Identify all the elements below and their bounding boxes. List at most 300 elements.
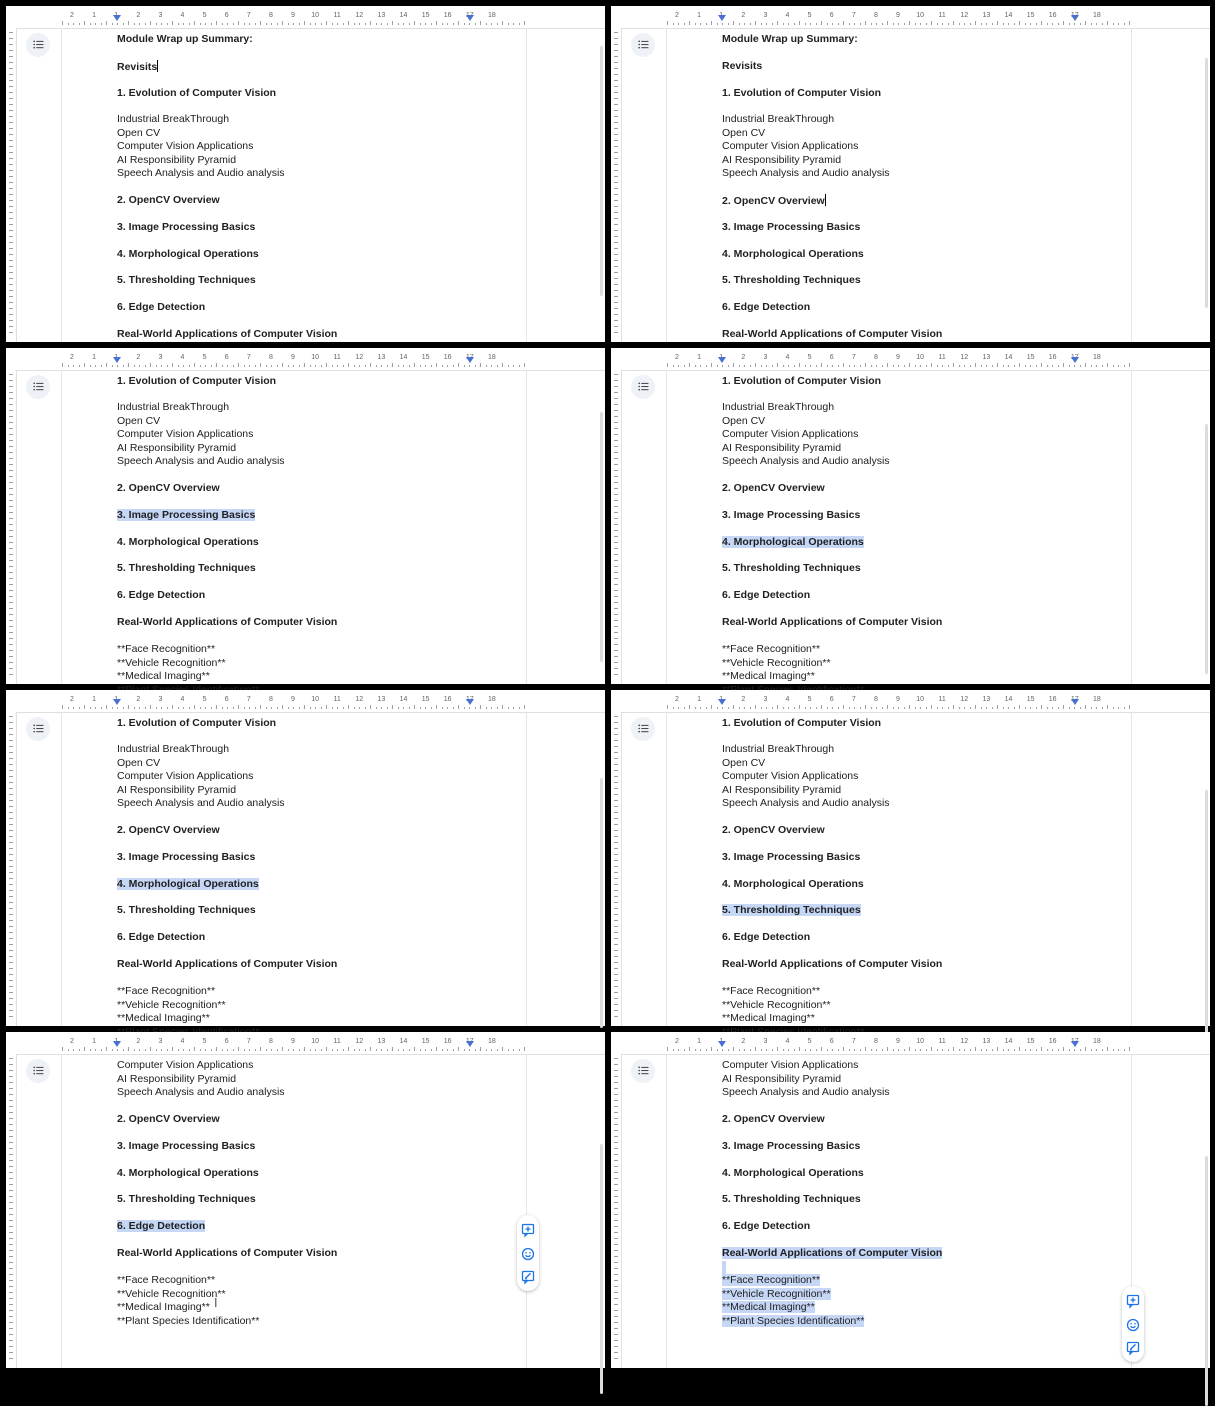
ruler-tick	[9, 824, 13, 825]
emoji-reaction-button[interactable]	[521, 1247, 535, 1261]
document-line	[117, 824, 220, 837]
ruler-tick	[90, 1049, 91, 1051]
page-margin-line	[666, 28, 667, 342]
ruler-tick	[315, 23, 316, 25]
line-text: 3. Image Processing Basics	[722, 851, 861, 863]
document-outline-icon	[33, 720, 44, 738]
ruler-number: 5	[807, 696, 812, 703]
ruler-number: 5	[202, 12, 207, 19]
line-text: 1. Evolution of Computer Vision	[722, 717, 882, 729]
ruler-tick	[9, 164, 13, 165]
line-text: 4. Morphological Operations	[117, 1167, 259, 1179]
ruler-tick	[614, 428, 618, 429]
ruler-tick	[614, 1274, 618, 1275]
ruler-tick	[1118, 1049, 1119, 1051]
ruler-number: 10	[916, 12, 924, 19]
scrollbar-thumb[interactable]	[1205, 790, 1208, 1040]
ruler-tick	[1052, 365, 1053, 367]
ruler-tick	[9, 1070, 13, 1071]
scrollbar-thumb[interactable]	[600, 778, 603, 1028]
document-outline-button[interactable]	[26, 33, 50, 57]
document-line	[722, 221, 860, 234]
ruler-tick	[9, 656, 13, 657]
scrollbar-thumb[interactable]	[1205, 424, 1208, 674]
document-line	[117, 509, 255, 522]
horizontal-ruler[interactable]	[611, 6, 1210, 29]
ruler-number: 10	[311, 12, 319, 19]
line-text: Open CV	[117, 127, 161, 139]
ruler-tick	[986, 365, 987, 367]
ruler-tick	[1091, 707, 1092, 709]
ruler-tick	[9, 422, 13, 423]
ruler-tick	[1025, 23, 1026, 25]
ruler-tick	[1113, 23, 1114, 25]
ruler-tick	[750, 707, 751, 709]
horizontal-ruler[interactable]	[611, 348, 1210, 371]
ruler-tick	[614, 170, 618, 171]
ruler-tick	[172, 363, 173, 367]
ruler-tick	[722, 365, 723, 367]
right-indent-marker[interactable]	[1071, 699, 1079, 705]
right-indent-marker[interactable]	[466, 15, 474, 21]
ruler-tick	[700, 365, 701, 367]
document-line	[722, 1113, 825, 1126]
ruler-tick	[9, 1064, 13, 1065]
ruler-tick	[614, 332, 618, 333]
line-text: Speech Analysis and Audio analysis	[117, 1086, 285, 1098]
suggest-edit-icon	[521, 1271, 535, 1288]
ruler-tick	[139, 707, 140, 709]
document-outline-button[interactable]	[26, 1059, 50, 1083]
ruler-tick	[9, 1088, 13, 1089]
horizontal-ruler[interactable]	[6, 6, 605, 29]
page-margin-line	[61, 1054, 62, 1368]
ruler-tick	[614, 626, 618, 627]
ruler-tick	[9, 968, 13, 969]
ruler-number: 16	[1048, 1038, 1057, 1045]
ruler-number: 18	[487, 696, 496, 703]
document-line	[117, 428, 253, 441]
ruler-tick	[614, 266, 618, 267]
ruler-tick	[614, 770, 618, 771]
ruler-tick	[614, 458, 618, 459]
ruler-number: 12	[355, 1038, 364, 1045]
ruler-tick	[183, 23, 184, 25]
ruler-tick	[469, 707, 470, 709]
vertical-ruler[interactable]	[611, 370, 622, 684]
doc-frame	[6, 1032, 605, 1368]
right-indent-marker[interactable]	[1071, 357, 1079, 363]
ruler-tick	[9, 980, 13, 981]
ruler-number: 15	[421, 354, 430, 361]
vertical-ruler[interactable]	[6, 28, 17, 342]
ruler-tick	[293, 1049, 294, 1051]
ruler-tick	[614, 284, 618, 285]
document-line	[117, 643, 215, 656]
suggest-edit-icon	[1126, 1342, 1140, 1359]
document-outline-button[interactable]	[631, 717, 655, 741]
ruler-tick	[9, 998, 13, 999]
ruler-number: 2	[70, 354, 74, 361]
ruler-tick	[893, 707, 894, 709]
ruler-tick	[937, 1049, 938, 1051]
right-indent-marker[interactable]	[466, 699, 474, 705]
ruler-tick	[997, 1047, 998, 1051]
ruler-tick	[706, 23, 707, 25]
vertical-ruler[interactable]	[6, 712, 17, 1026]
ruler-tick	[9, 1226, 13, 1227]
ruler-tick	[739, 707, 740, 709]
vertical-ruler[interactable]	[611, 1054, 622, 1368]
document-line	[722, 87, 881, 100]
ruler-tick	[414, 363, 415, 367]
ruler-tick	[376, 707, 377, 709]
vertical-ruler[interactable]	[6, 1054, 17, 1368]
emoji-reaction-button[interactable]	[1126, 1318, 1140, 1332]
ruler-tick	[491, 23, 492, 25]
ruler-tick	[722, 707, 723, 709]
scrollbar-thumb[interactable]	[1205, 1156, 1208, 1406]
ruler-tick	[937, 23, 938, 25]
ruler-tick	[614, 314, 618, 315]
ruler-tick	[425, 707, 426, 709]
ruler-number: 3	[158, 696, 163, 703]
ruler-tick	[942, 365, 943, 367]
scrollbar-thumb[interactable]	[600, 46, 603, 296]
line-text: **Face Recognition**	[117, 643, 216, 655]
ruler-tick	[821, 1047, 822, 1051]
ruler-tick	[409, 365, 410, 367]
ruler-tick	[755, 21, 756, 25]
right-indent-marker[interactable]	[1071, 1041, 1079, 1047]
line-text: Open CV	[117, 415, 161, 427]
ruler-tick	[9, 1208, 13, 1209]
line-text: Module Wrap up Summary:	[117, 33, 253, 45]
ruler-tick	[1085, 705, 1086, 709]
ruler-tick	[614, 734, 618, 735]
ruler-tick	[9, 1340, 13, 1341]
scrollbar-thumb[interactable]	[600, 1144, 603, 1394]
document-line	[117, 985, 215, 998]
ruler-tick	[673, 23, 674, 25]
ruler-tick	[425, 1049, 426, 1051]
ruler-tick	[464, 23, 465, 25]
document-outline-button[interactable]	[631, 33, 655, 57]
ruler-tick	[189, 1049, 190, 1051]
suggest-edit-button[interactable]	[521, 1270, 535, 1284]
ruler-tick	[904, 1049, 905, 1051]
ruler-tick	[783, 1049, 784, 1051]
document-line	[722, 127, 765, 140]
ruler-tick	[614, 290, 618, 291]
document-line	[117, 770, 253, 783]
ruler-tick	[871, 1049, 872, 1051]
line-text: **Medical Imaging**	[117, 670, 210, 682]
ruler-tick	[1129, 1047, 1130, 1051]
ruler-number: 1	[719, 12, 724, 19]
ruler-tick	[436, 1047, 437, 1051]
ruler-tick	[381, 365, 382, 367]
ruler-tick	[9, 818, 13, 819]
ruler-tick	[9, 248, 13, 249]
line-text: Open CV	[722, 415, 766, 427]
document-line	[722, 455, 890, 468]
left-indent-marker[interactable]	[113, 15, 121, 21]
ruler-tick	[9, 506, 13, 507]
left-indent-marker[interactable]	[718, 699, 726, 705]
ruler-tick	[502, 705, 503, 709]
scrollbar-thumb[interactable]	[1205, 58, 1208, 308]
ruler-tick	[73, 23, 74, 25]
ruler-tick	[1129, 21, 1130, 25]
ruler-tick	[1102, 365, 1103, 367]
add-comment-button[interactable]	[521, 1223, 535, 1237]
ruler-tick	[409, 1049, 410, 1051]
document-outline-button[interactable]	[631, 375, 655, 399]
ruler-tick	[271, 707, 272, 709]
horizontal-ruler[interactable]	[6, 348, 605, 371]
ruler-tick	[9, 1124, 13, 1125]
ruler-tick	[9, 1004, 13, 1005]
ruler-tick	[9, 788, 13, 789]
ruler-tick	[9, 836, 13, 837]
document-outline-icon	[33, 378, 44, 396]
line-text: Module Wrap up Summary:	[722, 33, 858, 45]
ruler-tick	[9, 626, 13, 627]
left-indent-marker[interactable]	[718, 357, 726, 363]
ruler-tick	[816, 23, 817, 25]
ruler-tick	[970, 23, 971, 25]
ruler-tick	[326, 363, 327, 367]
ruler-tick	[614, 212, 618, 213]
ruler-tick	[244, 707, 245, 709]
document-line	[117, 1167, 259, 1180]
left-indent-marker[interactable]	[113, 357, 121, 363]
ruler-tick	[794, 23, 795, 25]
ruler-tick	[9, 80, 13, 81]
horizontal-ruler[interactable]	[6, 690, 605, 713]
ruler-tick	[915, 23, 916, 25]
ruler-tick	[9, 644, 13, 645]
ruler-number: 15	[1026, 12, 1035, 19]
left-indent-marker[interactable]	[113, 1041, 121, 1047]
ruler-number: 9	[291, 1038, 295, 1045]
ruler-tick	[9, 578, 13, 579]
document-outline-button[interactable]	[26, 375, 50, 399]
ruler-tick	[68, 23, 69, 25]
ruler-tick	[821, 363, 822, 367]
ruler-number: 11	[333, 1038, 341, 1045]
ruler-tick	[1008, 365, 1009, 367]
ruler-tick	[9, 260, 13, 261]
ruler-tick	[614, 944, 618, 945]
ruler-number: 8	[268, 1038, 273, 1045]
ruler-tick	[299, 365, 300, 367]
ruler-tick	[706, 707, 707, 709]
ruler-tick	[614, 1190, 618, 1191]
document-outline-button[interactable]	[631, 1059, 655, 1083]
ruler-tick	[464, 365, 465, 367]
left-indent-marker[interactable]	[718, 15, 726, 21]
ruler-tick	[1074, 1049, 1075, 1051]
ruler-tick	[1041, 363, 1042, 367]
ruler-tick	[843, 363, 844, 367]
page-margin-line	[526, 712, 527, 1026]
ruler-number: 17	[465, 696, 474, 703]
ruler-tick	[9, 572, 13, 573]
ruler-tick	[614, 476, 618, 477]
ruler-number: 2	[136, 1038, 141, 1045]
line-text: 6. Edge Detection	[117, 301, 206, 313]
ruler-tick	[9, 56, 13, 57]
ruler-tick	[216, 21, 217, 25]
ruler-tick	[365, 707, 366, 709]
ruler-tick	[684, 707, 685, 709]
ruler-tick	[761, 365, 762, 367]
ruler-number: 17	[465, 12, 474, 19]
horizontal-ruler[interactable]	[6, 1032, 605, 1055]
document-outline-button[interactable]	[26, 717, 50, 741]
line-text: 1. Evolution of Computer Vision	[722, 87, 882, 99]
ruler-tick	[810, 23, 811, 25]
ruler-tick	[524, 21, 525, 25]
ruler-tick	[9, 746, 13, 747]
selected-text: 6. Edge Detection	[117, 1220, 206, 1232]
suggest-edit-button[interactable]	[1126, 1341, 1140, 1355]
ruler-number: 7	[851, 12, 856, 19]
doc-frame	[611, 6, 1210, 342]
line-text: **Medical Imaging**	[117, 1012, 210, 1024]
document-line	[722, 194, 826, 208]
page-margin-line	[1131, 370, 1132, 684]
ruler-number: 4	[785, 354, 790, 361]
ruler-tick	[9, 866, 13, 867]
ruler-tick	[238, 21, 239, 25]
ruler-tick	[1080, 23, 1081, 25]
ruler-tick	[442, 707, 443, 709]
ruler-number: 15	[421, 696, 430, 703]
horizontal-ruler[interactable]	[611, 1032, 1210, 1055]
ruler-tick	[942, 1049, 943, 1051]
vertical-ruler[interactable]	[6, 370, 17, 684]
ruler-tick	[9, 1316, 13, 1317]
ruler-tick	[1047, 365, 1048, 367]
ruler-tick	[161, 23, 162, 25]
ruler-tick	[970, 365, 971, 367]
ruler-number: 6	[829, 1038, 834, 1045]
ruler-tick	[9, 218, 13, 219]
ruler-tick	[9, 1094, 13, 1095]
ruler-tick	[260, 363, 261, 367]
ruler-tick	[772, 23, 773, 25]
left-indent-marker[interactable]	[718, 1041, 726, 1047]
ruler-number: 1	[114, 12, 119, 19]
ruler-tick	[717, 1049, 718, 1051]
right-indent-marker[interactable]	[1071, 15, 1079, 21]
ruler-tick	[614, 968, 618, 969]
ruler-tick	[343, 1049, 344, 1051]
ruler-tick	[9, 668, 13, 669]
right-indent-marker[interactable]	[466, 1041, 474, 1047]
ruler-tick	[9, 812, 13, 813]
ruler-number: 5	[807, 12, 812, 19]
ruler-tick	[95, 365, 96, 367]
right-indent-marker[interactable]	[466, 357, 474, 363]
ruler-tick	[614, 278, 618, 279]
ruler-tick	[614, 872, 618, 873]
ruler-tick	[614, 722, 618, 723]
ruler-tick	[816, 365, 817, 367]
ruler-tick	[931, 363, 932, 367]
ruler-tick	[9, 302, 13, 303]
selected-text: 4. Morphological Operations	[117, 878, 259, 890]
ruler-number: 16	[443, 696, 452, 703]
line-text: 5. Thresholding Techniques	[117, 904, 256, 916]
ruler-tick	[788, 707, 789, 709]
ruler-tick	[513, 1049, 514, 1051]
ruler-number: 6	[224, 696, 229, 703]
vertical-ruler[interactable]	[611, 28, 622, 342]
ruler-tick	[266, 365, 267, 367]
ruler-tick	[9, 296, 13, 297]
ruler-tick	[9, 944, 13, 945]
ruler-tick	[354, 23, 355, 25]
document-line	[722, 375, 881, 388]
scrollbar-thumb[interactable]	[600, 412, 603, 662]
ruler-number: 9	[291, 354, 295, 361]
ruler-tick	[893, 1049, 894, 1051]
vertical-ruler[interactable]	[611, 712, 622, 1026]
line-text: Speech Analysis and Audio analysis	[722, 167, 890, 179]
ruler-tick	[9, 776, 13, 777]
ruler-tick	[700, 707, 701, 709]
ruler-tick	[614, 632, 618, 633]
document-line	[117, 589, 205, 602]
line-text: 1. Evolution of Computer Vision	[117, 87, 277, 99]
ruler-tick	[9, 1196, 13, 1197]
ruler-tick	[9, 1166, 13, 1167]
ruler-tick	[332, 23, 333, 25]
ruler-tick	[614, 194, 618, 195]
ruler-tick	[392, 363, 393, 367]
ruler-tick	[9, 374, 13, 375]
ruler-tick	[614, 1010, 618, 1011]
ruler-tick	[9, 194, 13, 195]
ruler-tick	[865, 21, 866, 25]
ruler-tick	[222, 1049, 223, 1051]
ruler-tick	[9, 674, 13, 675]
document-line	[722, 442, 841, 455]
add-comment-button[interactable]	[1126, 1294, 1140, 1308]
ruler-tick	[614, 68, 618, 69]
ruler-tick	[288, 23, 289, 25]
ruler-tick	[614, 1316, 618, 1317]
ruler-tick	[614, 302, 618, 303]
ruler-tick	[783, 365, 784, 367]
ruler-number: 14	[1004, 1038, 1013, 1045]
ruler-tick	[9, 1232, 13, 1233]
ruler-tick	[766, 707, 767, 709]
ruler-tick	[486, 1049, 487, 1051]
horizontal-ruler[interactable]	[611, 690, 1210, 713]
ruler-tick	[9, 752, 13, 753]
ruler-tick	[9, 1334, 13, 1335]
left-indent-marker[interactable]	[113, 699, 121, 705]
ruler-tick	[975, 363, 976, 367]
ruler-number: 10	[311, 696, 319, 703]
ruler-number: 1	[719, 1038, 724, 1045]
ruler-tick	[953, 705, 954, 709]
